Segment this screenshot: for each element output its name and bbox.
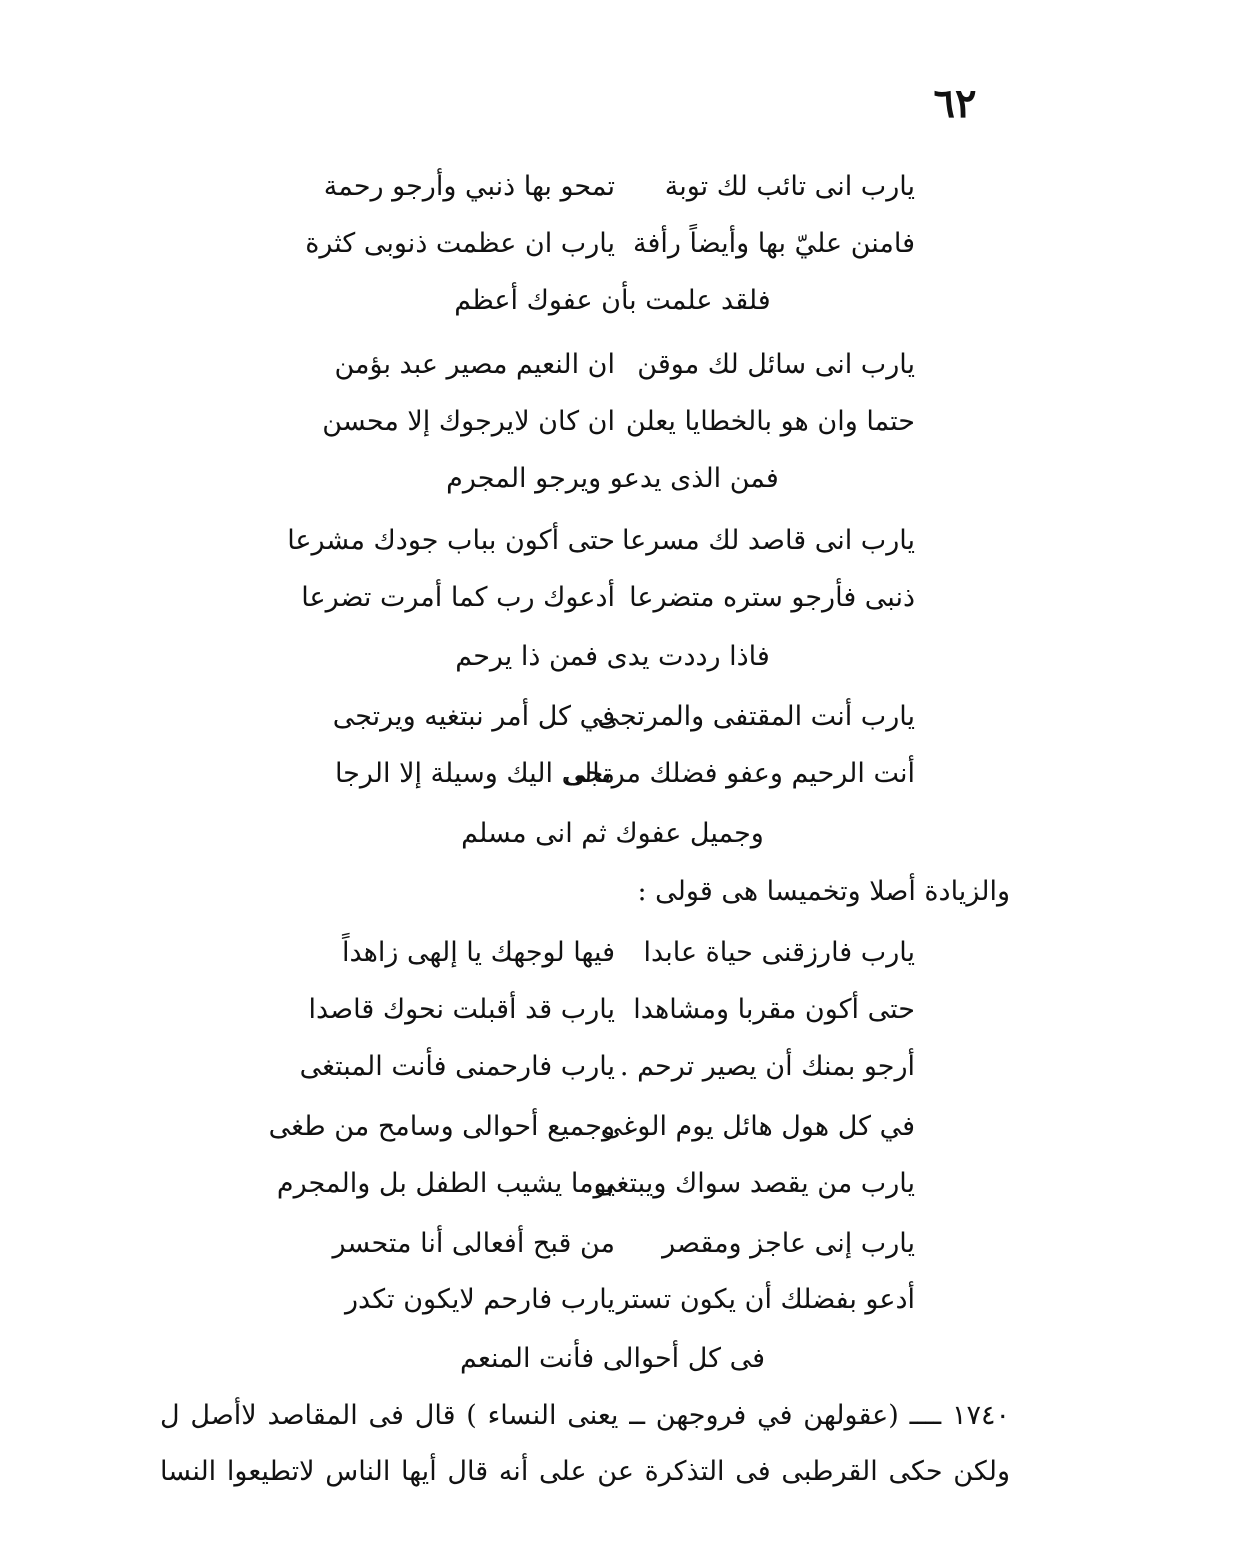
verse-8-second-hemistich: مالى اليك وسيلة إلا الرجا — [334, 758, 615, 789]
verse-8-first-hemistich: أنت الرحيم وعفو فضلك مرتجى — [564, 758, 915, 789]
refrain-2: فمن الذى يدعو ويرجو المجرم — [446, 463, 779, 494]
verse-14-first-hemistich: يارب إنى عاجز ومقصر — [662, 1228, 915, 1259]
intro-text: والزيادة أصلا وتخميسا هى قولى : — [637, 876, 1010, 907]
verse-5-first-hemistich: يارب انى قاصد لك مسرعا — [621, 525, 915, 556]
verse-14-second-hemistich: من قبح أفعالى أنا متحسر — [332, 1228, 615, 1259]
verse-6-first-hemistich: ذنبى فأرجو ستره متضرعا — [629, 582, 915, 613]
verse-13-first-hemistich: يارب من يقصد سواك ويبتغى — [593, 1168, 915, 1199]
verse-3-second-hemistich: ان النعيم مصير عبد بؤمن — [334, 349, 615, 380]
verse-3-first-hemistich: يارب انى سائل لك موقن — [637, 349, 915, 380]
verse-4-second-hemistich: ان كان لايرجوك إلا محسن — [322, 406, 615, 437]
verse-11-second-hemistich: يارب فارحمنى فأنت المبتغى — [299, 1051, 615, 1082]
page-number: ٦٢ — [933, 80, 977, 127]
verse-4-first-hemistich: حتما وان هو بالخطايا يعلن — [625, 406, 915, 437]
refrain-3: فاذا رددت يدى فمن ذا يرحم — [455, 641, 770, 672]
verse-11-first-hemistich: أرجو بمنك أن يصير ترحم . — [619, 1051, 915, 1082]
refrain-4: وجميل عفوك ثم انى مسلم — [461, 818, 764, 849]
verse-6-second-hemistich: أدعوك رب كما أمرت تضرعا — [301, 582, 615, 613]
verse-13-second-hemistich: يوما يشيب الطفل بل والمجرم — [276, 1168, 615, 1199]
verse-1-second-hemistich: تمحو بها ذنبي وأرجو رحمة — [323, 171, 615, 202]
verse-1-first-hemistich: يارب انى تائب لك توبة — [664, 171, 915, 202]
verse-15-first-hemistich: أدعو بفضلك أن يكون تستر — [616, 1284, 915, 1315]
verse-15-second-hemistich: يارب فارحم لايكون تكدر — [344, 1284, 615, 1315]
verse-10-second-hemistich: يارب قد أقبلت نحوك قاصدا — [308, 994, 615, 1025]
verse-10-first-hemistich: حتى أكون مقربا ومشاهدا — [633, 994, 915, 1025]
verse-5-second-hemistich: حتى أكون بباب جودك مشرعا — [287, 525, 615, 556]
verse-7-second-hemistich: في كل أمر نبتغيه ويرتجى — [332, 701, 615, 732]
verse-2-first-hemistich: فامنن عليّ بها وأيضاً رأفة — [633, 228, 915, 259]
verse-12-second-hemistich: وجميع أحوالى وسامح من طغى — [268, 1111, 615, 1142]
verse-12-first-hemistich: في كل هول هائل يوم الوغى — [600, 1111, 915, 1142]
verse-2-second-hemistich: يارب ان عظمت ذنوبى كثرة — [305, 228, 615, 259]
verse-7-first-hemistich: يارب أنت المقتفى والمرتجى — [597, 701, 915, 732]
verse-9-first-hemistich: يارب فارزقنى حياة عابدا — [643, 937, 915, 968]
entry-1740-line-1: ١٧٤٠ ــــ (عقولهن في فروجهن ــ يعنى النساء ) قال فى المقاصد لاأصل ل — [160, 1400, 1010, 1431]
refrain-1: فلقد علمت بأن عفوك أعظم — [454, 285, 771, 316]
verse-9-second-hemistich: فيها لوجهك يا إلهى زاهداً — [342, 937, 615, 968]
entry-1740-line-2: ولكن حكى القرطبى فى التذكرة عن على أنه قال أيها الناس لاتطيعوا النسا — [160, 1456, 1010, 1487]
refrain-5: فى كل أحوالى فأنت المنعم — [459, 1343, 766, 1374]
